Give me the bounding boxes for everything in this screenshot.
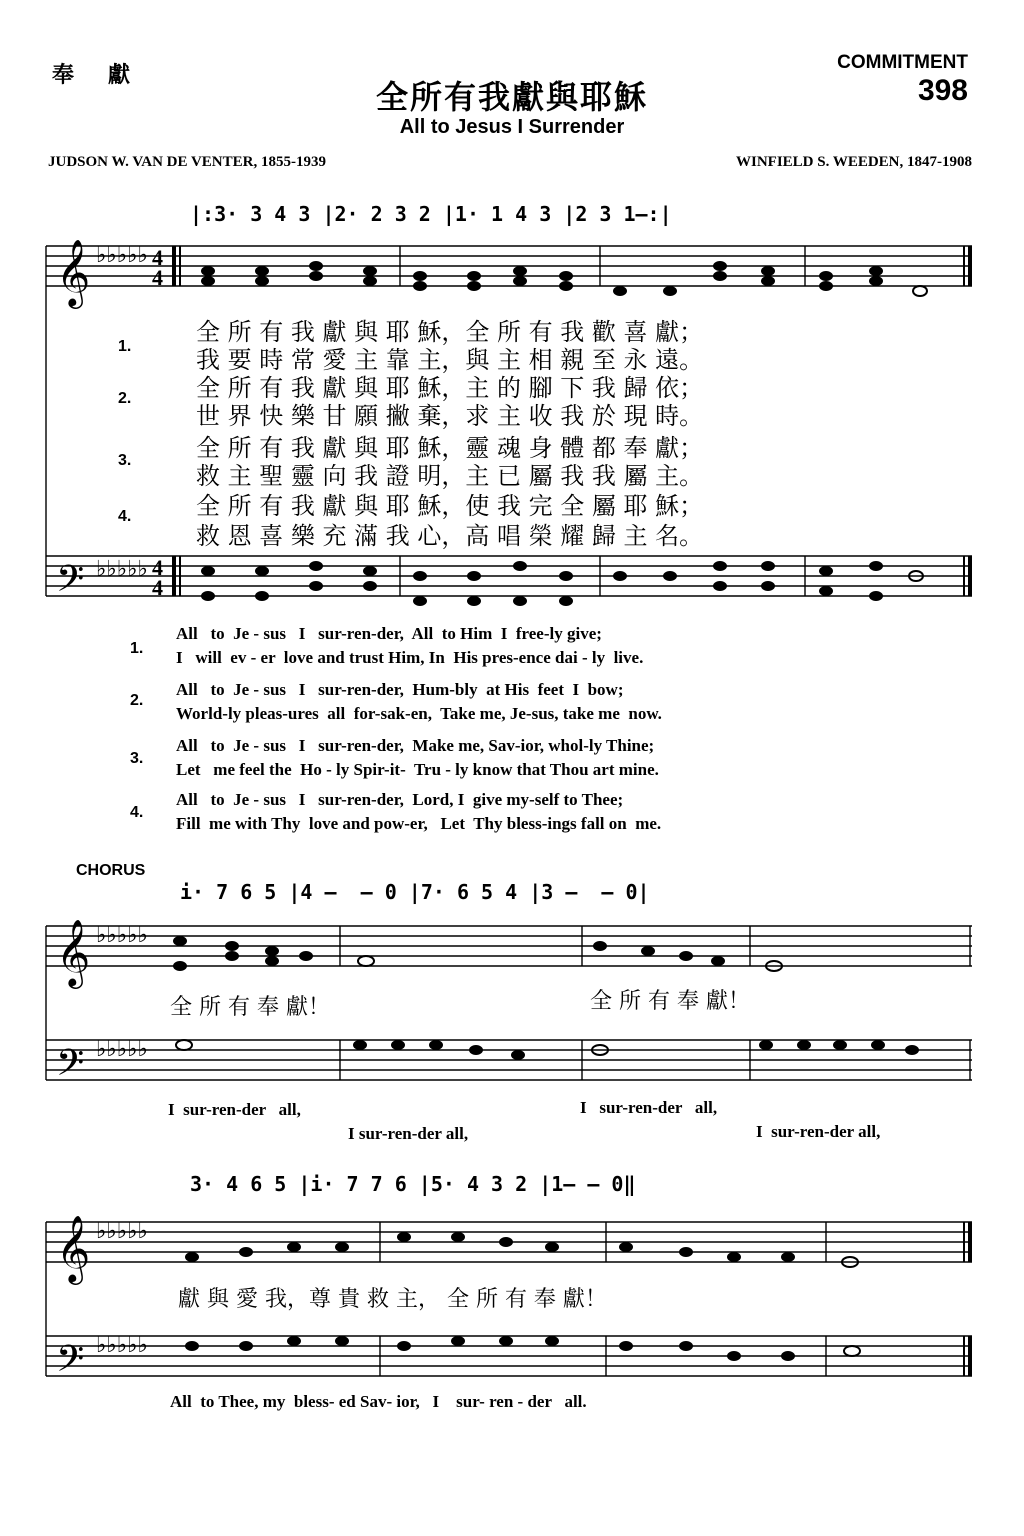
category-en: COMMITMENT [837,52,968,73]
bass-clef-icon: 𝄢 [56,558,85,609]
hymn-title-zh: 全所有我獻與耶穌 [375,78,648,116]
chorus-zh-lyric-3: 獻 與 愛 我，尊 貴 救 主， 全 所 有 奉 獻！ [178,1287,607,1312]
chorus-en-lyric-4: I sur-ren-der all, [756,1122,881,1141]
chorus-en-lyric-1: I sur-ren-der all, [168,1100,301,1119]
svg-text:♭♭♭♭♭: ♭♭♭♭♭ [96,243,148,268]
verse-number: 2. [118,390,132,407]
en-verse-4-line-2: Fill me with Thy love and pow-er, Let Thy bless-ings fall on me. [176,814,662,833]
composer: WINFIELD S. WEEDEN, 1847-1908 [735,154,972,170]
chorus-zh-lyric-1: 全 所 有 奉 獻！ [170,995,330,1020]
verse-number: 2. [130,692,144,709]
chorus-bass-staff-1 [46,1040,972,1080]
bass-clef-icon: 𝄢 [56,1042,85,1093]
treble-clef-icon: 𝄞 [56,238,91,306]
zh-verse-1-line-1: 全 所 有 我 獻 與 耶 穌，全 所 有 我 歡 喜 獻； [196,318,704,346]
verse-treble-staff [46,246,972,286]
svg-text:4: 4 [152,555,163,580]
verse-bass-staff [46,556,972,596]
zh-verse-2-line-1: 全 所 有 我 獻 與 耶 穌，主 的 腳 下 我 歸 依； [196,374,704,402]
svg-text:♭♭♭♭♭: ♭♭♭♭♭ [96,557,148,582]
svg-text:♭♭♭♭♭: ♭♭♭♭♭ [96,1333,148,1358]
verse-numbered-notation: |:3· 3 4 3 |2· 2 3 2 |1· 1 4 3 |2 3 1—:| [190,202,672,226]
hymn-number: 398 [917,74,968,107]
verse-number: 1. [118,338,132,355]
chorus-zh-lyric-2: 全 所 有 奉 獻！ [590,989,750,1014]
verse-number: 1. [130,640,144,657]
en-verse-3-line-2: Let me feel the Ho - ly Spir-it- Tru - ly know that Thou art mine. [176,760,659,779]
chorus-treble-staff-1 [46,926,972,966]
zh-verse-3-line-2: 救 主 聖 靈 向 我 證 明，主 已 屬 我 我 屬 主。 [196,462,704,490]
svg-text:4: 4 [152,575,163,600]
verse-number: 3. [130,750,144,767]
treble-clef-icon: 𝄞 [56,918,91,986]
hymn-title-en: All to Jesus I Surrender [399,116,625,138]
zh-verse-4-line-1: 全 所 有 我 獻 與 耶 穌，使 我 完 全 屬 耶 穌； [196,492,704,520]
en-verse-4-line-1: All to Je - sus I sur-ren-der, Lord, I give my-self to Thee; [176,790,624,809]
en-verse-2-line-2: World-ly pleas-ures all for-sak-en, Take me, Je-sus, take me now. [176,704,662,723]
chorus-en-lyric-5: All to Thee, my bless- ed Sav- ior, I sur- ren - der all. [170,1392,587,1411]
lyricist: JUDSON W. VAN DE VENTER, 1855-1939 [48,154,326,170]
svg-text:♭♭♭♭♭: ♭♭♭♭♭ [96,1037,148,1062]
verse-number: 3. [118,452,132,469]
zh-verse-3-line-1: 全 所 有 我 獻 與 耶 穌，靈 魂 身 體 都 奉 獻； [196,434,704,462]
zh-verse-4-line-2: 救 恩 喜 樂 充 滿 我 心，高 唱 榮 耀 歸 主 名。 [196,522,704,550]
category-zh: 奉獻 [52,63,165,88]
svg-text:4: 4 [152,265,163,290]
chorus-numbered-notation-1: i· 7 6 5 |4 — — 0 |7· 6 5 4 |3 — — 0| [180,880,650,904]
svg-text:4: 4 [152,245,163,270]
chorus-en-lyric-3: I sur-ren-der all, [348,1124,469,1143]
en-verse-1-line-2: I will ev - er love and trust Him, In His pres-ence dai - ly live. [176,648,644,667]
verse-bass-notes [201,561,923,606]
en-verse-3-line-1: All to Je - sus I sur-ren-der, Make me, Sav-ior, whol-ly Thine; [176,736,655,755]
bass-clef-icon: 𝄢 [56,1338,85,1389]
treble-clef-icon: 𝄞 [56,1214,91,1282]
chorus-label: CHORUS [76,862,146,879]
chorus-numbered-notation-2: 3· 4 6 5 |i· 7 7 6 |5· 4 3 2 |1— — 0‖ [190,1172,636,1196]
zh-verse-2-line-2: 世 界 快 樂 甘 願 撇 棄，求 主 收 我 於 現 時。 [196,402,704,430]
en-verse-1-line-1: All to Je - sus I sur-ren-der, All to Him I free-ly give; [176,624,602,643]
en-verse-2-line-1: All to Je - sus I sur-ren-der, Hum-bly at His feet I bow; [176,680,624,699]
svg-text:♭♭♭♭♭: ♭♭♭♭♭ [96,1219,148,1244]
svg-text:♭♭♭♭♭: ♭♭♭♭♭ [96,923,148,948]
chorus-en-lyric-2: I sur-ren-der all, [580,1098,718,1117]
verse-number: 4. [130,804,144,821]
zh-verse-1-line-2: 我 要 時 常 愛 主 靠 主，與 主 相 親 至 永 遠。 [196,346,704,374]
verse-number: 4. [118,508,132,525]
